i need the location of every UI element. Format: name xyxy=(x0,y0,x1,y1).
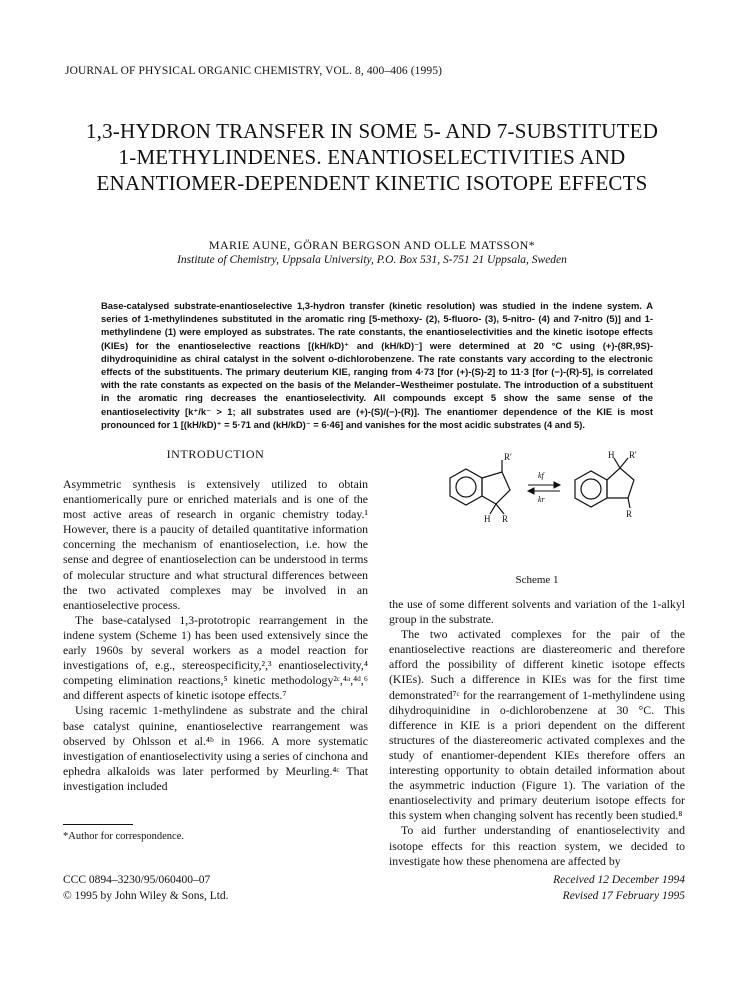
paragraph: The base-catalysed 1,3-prototropic rearrangement in the indene system (Scheme 1) has been used extensively since the early 1960s by several workers as a model reaction for investigations of, e.g., stereospecificity,²,³ enantioselectivity,⁴ competing elimination reactions,⁵ kinetic methodology²ᶜ,⁴ᵃ,⁴ᵈ,⁶ and different aspects of kinetic isotope effects.⁷ xyxy=(63,612,368,703)
copyright-notice: © 1995 by John Wiley & Sons, Ltd. xyxy=(63,890,229,902)
copyright-block xyxy=(63,872,229,904)
paragraph: Asymmetric synthesis is extensively utilized to obtain enantiomerically pure or enriched materials and is one of the most active areas of research in organic chemistry today.¹ However, there is a paucity of detailed quantitative information concerning the mechanism of enantioselection, i.e. how the sense and degree of enantioselection can be understood in terms of molecular structure and what structural differences between the two activated complexes may be involved in an enantioselective process. xyxy=(63,477,368,612)
rate-constant-forward: kf xyxy=(538,471,544,480)
label-h-right: H xyxy=(608,450,615,460)
article-title xyxy=(60,118,684,196)
received-dates xyxy=(420,872,685,904)
label-h-left: H xyxy=(484,514,491,524)
title-line-3: ENANTIOMER-DEPENDENT KINETIC ISOTOPE EFFECTS xyxy=(96,171,648,195)
ccc-code: CCC 0894–3230/95/060400–07 xyxy=(63,874,211,886)
left-column xyxy=(63,477,368,794)
right-column xyxy=(389,597,685,869)
left-indene-structure xyxy=(450,460,510,514)
label-r-prime-right: R' xyxy=(629,450,637,460)
paragraph: Using racemic 1-methylindene as substrate and the chiral base catalyst quinine, enantioselective rearrangement was observed by Ohlsson et al.⁴ᵇ in 1966. A more systematic investigation of enantioselectivity using a series of cinchona and ephedra alkaloids was later performed by Meurling.⁴ᶜ That investigation included xyxy=(63,703,368,793)
label-r-right: R xyxy=(626,509,633,519)
right-indene-structure xyxy=(575,458,634,508)
label-r-left: R xyxy=(502,514,509,524)
section-heading-introduction: INTRODUCTION xyxy=(166,447,265,461)
footnote-divider xyxy=(63,824,133,825)
footnote: *Author for correspondence. xyxy=(63,831,184,842)
reaction-scheme-svg xyxy=(430,450,650,565)
affiliation: Institute of Chemistry, Uppsala University, P.O. Box 531, S-751 21 Uppsala, Sweden xyxy=(177,254,567,266)
paragraph: The two activated complexes for the pair of the enantioselective reactions are diastereomeric and therefore afford the possibility of different kinetic isotope effects (KIEs). Such a difference in KIEs was for the first time demonstrated⁷ᶜ for the rearrangement of 1-methylindene using dihydroquinidine in o-dichlorobenzene at 30 °C. This difference in KIE is a priori dependent on the different structures of the diastereomeric activated complexes and the study of enantiomer-dependent KIEs therefore offers an interesting opportunity to obtain detailed information about the asymmetric induction (Figure 1). The variation of the enantioselectivity and primary deuterium isotope effects for this system when changing solvent has recently been studied.⁸ xyxy=(389,627,685,823)
abstract: Base-catalysed substrate-enantioselective 1,3-hydron transfer (kinetic resolution) was studied in the indene system. A series of 1-methylindenes substituted in the aromatic ring [5-methoxy- (2), 5-fluoro- (3), 5-nitro- (4) and 7-nitro (5)] and 1-methylindene (1) were employed as substrates. The rate constants, the enantioselectivities and the kinetic isotope effects (KIEs) for the enantioselective reactions [(kH/kD)⁺ and (kH/kD)⁻] were determined at 20 °C using (+)-(8R,9S)-dihydroquinidine as chiral catalyst in the solvent o-dichlorobenzene. The rate constants vary according to the electronic effects of the substituents. The primary deuterium KIE, ranging from 4·73 [for (+)-(S)-2] to 11·3 [for (−)-(R)-5], is correlated with the rate constants as expected on the basis of the Melander–Westheimer postulate. The introduction of a substituent in the aromatic ring decreases the enantioselectivity. All compounds except 5 show the same sense of the enantioselectivity [k⁺/k⁻ > 1; all substrates used are (+)-(S)/(−)-(R)]. The enantiomer dependence of the KIE is most pronounced for 1 [(kH/kD)⁺ = 5·71 and (kH/kD)⁻ = 6·46] and vanishes for the most acidic substrates (4 and 5). xyxy=(101,300,653,430)
paragraph: To aid further understanding of enantioselectivity and isotope effects for this reaction system, we decided to investigate how these phenomena are affected by xyxy=(389,823,685,868)
rate-constant-reverse: kr xyxy=(538,495,545,504)
revised-date: Revised 17 February 1995 xyxy=(562,890,685,902)
title-line-1: 1,3-HYDRON TRANSFER IN SOME 5- AND 7-SUBSTITUTED xyxy=(85,119,659,143)
author-list: MARIE AUNE, GÖRAN BERGSON AND OLLE MATSSON* xyxy=(208,238,536,252)
title-line-2: 1-METHYLINDENES. ENANTIOSELECTIVITIES AND xyxy=(118,145,626,169)
running-head: JOURNAL OF PHYSICAL ORGANIC CHEMISTRY, VOL. 8, 400–406 (1995) xyxy=(65,65,443,77)
equilibrium-arrows xyxy=(528,482,560,494)
scheme-caption: Scheme 1 xyxy=(515,574,559,586)
received-date: Received 12 December 1994 xyxy=(553,874,685,886)
scheme-1-figure xyxy=(430,450,650,565)
label-r-prime-left: R' xyxy=(504,452,512,462)
paragraph: the use of some different solvents and variation of the 1-alkyl group in the substrate. xyxy=(389,597,685,627)
